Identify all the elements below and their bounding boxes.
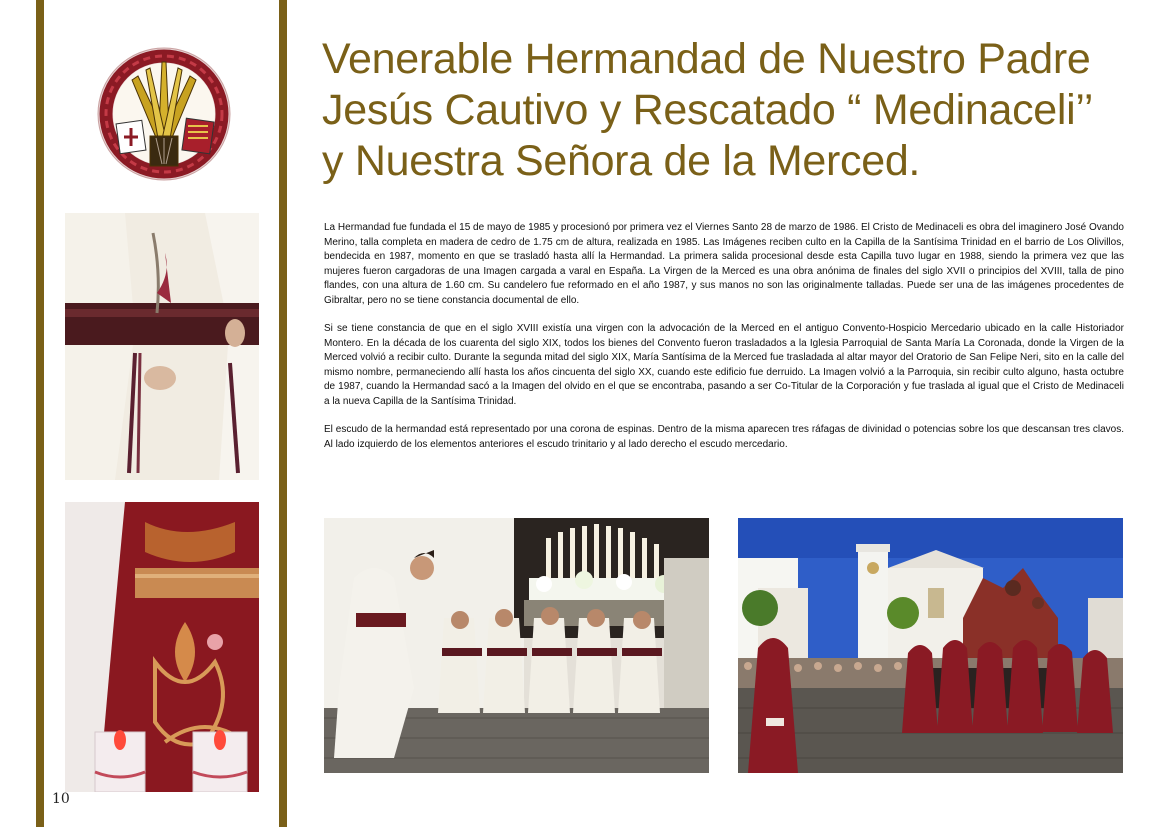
title-line-2: Jesús Cautivo y Rescatado “ Medinaceli’’ — [322, 86, 1094, 134]
photo-nazarenos-white-robes — [65, 213, 259, 480]
photo-crimson-robe-candles — [65, 502, 259, 792]
photo-women-bearers-procession — [324, 518, 709, 773]
photo-plaza-crimson-nazarenos — [738, 518, 1123, 773]
left-gold-bar — [36, 0, 44, 827]
page-title — [322, 34, 1142, 187]
right-gold-bar — [279, 0, 287, 827]
paragraph-escudo: El escudo de la hermandad está representado por una corona de espinas. Dentro de la misma aparecen tres ráfagas de divinidad o potencias sobre los que descansan tres clavos. Al lado izquierdo de los elementos anteriores el escudo trinitario y al lado derecho el escudo mercedario. — [324, 424, 1124, 450]
paragraph-history: La Hermandad fue fundada el 15 de mayo de 1985 y procesionó por primera vez el Viernes Santo 28 de marzo de 1986. El Cristo de Medinaceli es obra del imaginero José Ovando Merino, talla completa en madera de cedro de 1.75 cm de altura, realizada en 1985. Las Imágenes reciben culto en la Capilla de la Santísima Trinidad en el barrio de Los Olivillos, bendecida en 1987, momento en que se trasladó hasta allí la Hermandad. La primera salida procesional desde esta Capilla tuvo lugar en 1988, siendo la primera vez que las mujeres fueron cargadoras de una Imagen cargada a varal en España. La Virgen de la Merced es una obra anónima de finales del siglo XVII o principios del XVIII, talla de pino flandes, con una altura de 1.60 cm. Su candelero fue reformado en el año 1987, y sus manos no son las originalmente talladas. Puede ser una de las imágenes procedentes de Gibraltar, pero no se tiene constancia documental de ello. — [324, 222, 1124, 306]
paragraph-merced: Si se tiene constancia de que en el siglo XVIII existía una virgen con la advocación de la Merced en el antiguo Convento-Hospicio Mercedario ubicado en la calle Historiador Montero. En la década de los cuarenta del siglo XIX, todos los bienes del Convento fueron trasladados a la Iglesia Parroquial de Santa María La Coronada, donde la Virgen de la Merced volvió a recibir culto. Durante la segunda mitad del siglo XIX, María Santísima de la Merced fue trasladada al altar mayor del Oratorio de San Felipe Neri, sito en la calle del mismo nombre, permaneciendo allí hasta los años cincuenta del siglo XX, cuando este edificio fue derruido. La Imagen volvió a la Parroquia, sin recibir culto alguno, hasta octubre de 1987, cuando la Hermandad sacó a la Imagen del olvido en el que se encontraba, pasando a ser Co-Titular de la Corporación y fue traslada al igual que el Cristo de Medinaceli a la nueva Capilla de la Santísima Trinidad. — [324, 323, 1124, 407]
title-line-3: y Nuestra Señora de la Merced. — [322, 137, 921, 185]
page-number: 10 — [52, 791, 70, 807]
article-body — [324, 221, 1124, 466]
title-line-1: Venerable Hermandad de Nuestro Padre — [322, 35, 1091, 83]
crown-of-thorns-emblem-icon — [92, 40, 236, 188]
